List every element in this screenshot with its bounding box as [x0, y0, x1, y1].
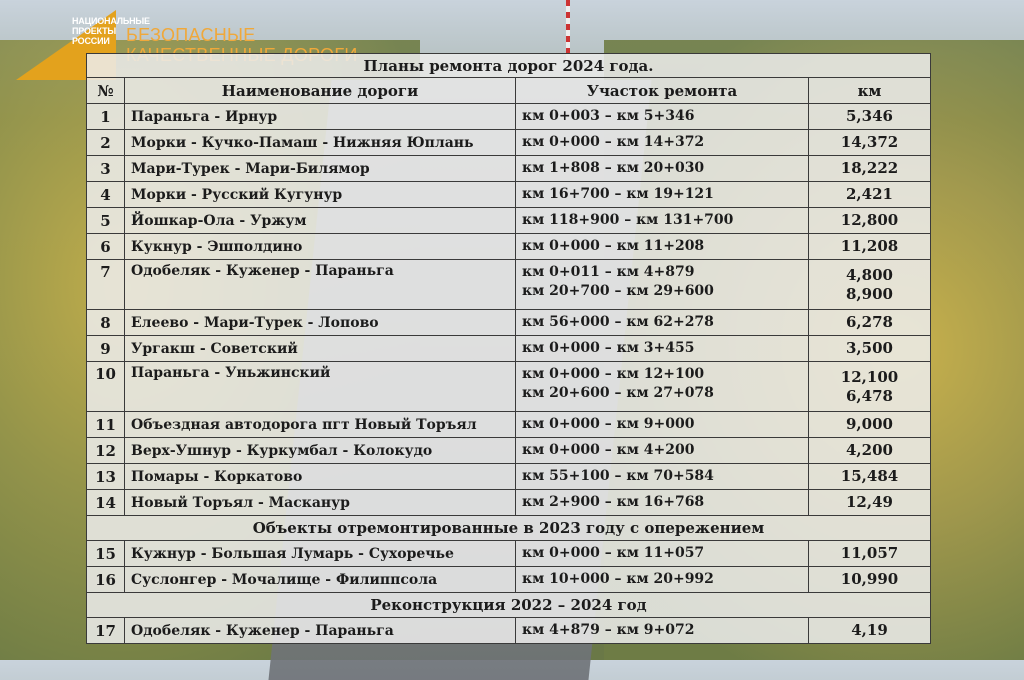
logo-mark-line: НАЦИОНАЛЬНЫЕ — [72, 16, 150, 26]
repair-section-line: км 1+808 – км 20+030 — [522, 160, 705, 176]
repair-section-line: км 0+011 – км 4+879 — [522, 264, 695, 280]
repair-section-line: км 0+003 – км 5+346 — [522, 108, 695, 124]
length-km — [809, 234, 931, 260]
repair-section — [516, 464, 809, 490]
repair-section-line: км 4+879 – км 9+072 — [522, 622, 695, 638]
section-title: Объекты отремонтированные в 2023 году с опережением — [87, 516, 931, 541]
length-km — [809, 208, 931, 234]
repair-section-line: км 0+000 – км 11+208 — [522, 238, 705, 254]
length-km-value: 4,800 — [846, 265, 893, 284]
repair-section-line: км 0+000 – км 9+000 — [522, 416, 695, 432]
repair-section — [516, 310, 809, 336]
row-number: 1 — [87, 104, 125, 130]
logo-mark-line: РОССИИ — [72, 36, 110, 46]
repair-section-line: км 0+000 – км 3+455 — [522, 340, 695, 356]
header-km: км — [809, 78, 931, 104]
section-title: Реконструкция 2022 – 2024 год — [87, 593, 931, 618]
table-row — [87, 260, 931, 310]
repair-section — [516, 618, 809, 644]
length-km — [809, 412, 931, 438]
repair-section-line: км 0+000 – км 12+100 — [522, 366, 705, 382]
header-num: № — [87, 78, 125, 104]
repair-section-line: км 0+000 – км 4+200 — [522, 442, 695, 458]
row-number: 10 — [87, 362, 125, 412]
length-km — [809, 464, 931, 490]
road-name: Морки - Кучко-Памаш - Нижняя Юплань — [125, 130, 516, 156]
repair-section-line: км 16+700 – км 19+121 — [522, 186, 714, 202]
table-row — [87, 182, 931, 208]
repair-section — [516, 438, 809, 464]
length-km-value: 12,100 — [840, 367, 899, 386]
table-row — [87, 156, 931, 182]
road-name: Параньга - Ирнур — [125, 104, 516, 130]
table-title: Планы ремонта дорог 2024 года. — [87, 54, 931, 78]
road-name: Йошкар-Ола - Уржум — [125, 208, 516, 234]
repair-section — [516, 208, 809, 234]
background-tower — [566, 0, 570, 60]
repair-section-line: км 2+900 – км 16+768 — [522, 494, 705, 510]
table-row — [87, 438, 931, 464]
length-km-value: 4,19 — [851, 621, 888, 639]
repair-section-line: км 118+900 – км 131+700 — [522, 212, 734, 228]
repair-section — [516, 104, 809, 130]
road-name: Одобеляк - Куженер - Параньга — [125, 618, 516, 644]
length-km-value: 6,278 — [846, 313, 893, 331]
length-km-value: 18,222 — [840, 159, 899, 177]
repair-section — [516, 182, 809, 208]
length-km-value: 5,346 — [846, 107, 893, 125]
length-km-value: 4,200 — [846, 441, 893, 459]
repair-section-line: км 20+600 – км 27+078 — [522, 385, 714, 401]
length-km — [809, 156, 931, 182]
length-km-value: 15,484 — [840, 467, 899, 485]
table-row — [87, 234, 931, 260]
logo-mark-text — [72, 16, 150, 46]
table-row — [87, 208, 931, 234]
length-km-value: 9,000 — [846, 415, 893, 433]
repair-section — [516, 234, 809, 260]
length-km — [809, 567, 931, 593]
table-row — [87, 412, 931, 438]
repair-section-line: км 55+100 – км 70+584 — [522, 468, 714, 484]
table-row — [87, 490, 931, 516]
length-km-value: 11,208 — [840, 237, 899, 255]
road-name: Верх-Ушнур - Куркумбал - Колокудо — [125, 438, 516, 464]
repair-section — [516, 130, 809, 156]
table-row — [87, 541, 931, 567]
logo-title-line1: БЕЗОПАСНЫЕ — [126, 25, 256, 45]
repair-section — [516, 362, 809, 412]
length-km — [809, 130, 931, 156]
repair-section — [516, 567, 809, 593]
length-km-value: 2,421 — [846, 185, 893, 203]
row-number: 13 — [87, 464, 125, 490]
row-number: 9 — [87, 336, 125, 362]
road-name: Кужнур - Большая Лумарь - Сухоречье — [125, 541, 516, 567]
row-number: 15 — [87, 541, 125, 567]
table-row — [87, 618, 931, 644]
table-row — [87, 104, 931, 130]
row-number: 6 — [87, 234, 125, 260]
logo-mark-line: ПРОЕКТЫ — [72, 26, 116, 36]
length-km-value: 3,500 — [846, 339, 893, 357]
length-km-value: 12,49 — [846, 493, 893, 511]
table-row — [87, 464, 931, 490]
road-name: Ургакш - Советский — [125, 336, 516, 362]
row-number: 8 — [87, 310, 125, 336]
table-section-row — [87, 593, 931, 618]
table-row — [87, 310, 931, 336]
length-km — [809, 336, 931, 362]
length-km — [809, 490, 931, 516]
length-km-value: 12,800 — [840, 211, 899, 229]
repair-section — [516, 156, 809, 182]
table-section-row — [87, 516, 931, 541]
road-name: Мари-Турек - Мари-Билямор — [125, 156, 516, 182]
table-row — [87, 130, 931, 156]
length-km-value: 6,478 — [846, 386, 893, 405]
road-name: Суслонгер - Мочалище - Филиппсола — [125, 567, 516, 593]
table-row — [87, 336, 931, 362]
road-name: Объездная автодорога пгт Новый Торъял — [125, 412, 516, 438]
road-name: Помары - Коркатово — [125, 464, 516, 490]
row-number: 14 — [87, 490, 125, 516]
repair-section-line: км 0+000 – км 11+057 — [522, 545, 705, 561]
length-km — [809, 438, 931, 464]
length-km — [809, 104, 931, 130]
length-km — [809, 541, 931, 567]
repair-section — [516, 490, 809, 516]
length-km-value: 10,990 — [840, 570, 899, 588]
road-repair-table-wrapper — [86, 53, 931, 644]
length-km — [809, 310, 931, 336]
row-number: 7 — [87, 260, 125, 310]
repair-section-line: км 56+000 – км 62+278 — [522, 314, 714, 330]
length-km — [809, 260, 931, 310]
row-number: 11 — [87, 412, 125, 438]
length-km-value: 11,057 — [840, 544, 899, 562]
repair-section-line: км 20+700 – км 29+600 — [522, 283, 714, 299]
length-km — [809, 362, 931, 412]
road-name: Одобеляк - Куженер - Параньга — [125, 260, 516, 310]
road-name: Морки - Русский Кугунур — [125, 182, 516, 208]
table-title-row — [87, 54, 931, 78]
length-km — [809, 182, 931, 208]
length-km-value: 8,900 — [846, 284, 893, 303]
table-row — [87, 362, 931, 412]
table-row — [87, 567, 931, 593]
road-name: Новый Торъял - Масканур — [125, 490, 516, 516]
repair-section — [516, 412, 809, 438]
road-name: Елеево - Мари-Турек - Лопово — [125, 310, 516, 336]
header-name: Наименование дороги — [125, 78, 516, 104]
repair-section — [516, 541, 809, 567]
road-name: Кукнур - Эшполдино — [125, 234, 516, 260]
header-section: Участок ремонта — [516, 78, 809, 104]
row-number: 12 — [87, 438, 125, 464]
repair-section — [516, 260, 809, 310]
road-name: Параньга - Уньжинский — [125, 362, 516, 412]
row-number: 17 — [87, 618, 125, 644]
row-number: 5 — [87, 208, 125, 234]
repair-section-line: км 0+000 – км 14+372 — [522, 134, 705, 150]
row-number: 3 — [87, 156, 125, 182]
row-number: 2 — [87, 130, 125, 156]
length-km-value: 14,372 — [840, 133, 899, 151]
table-header-row — [87, 78, 931, 104]
repair-section — [516, 336, 809, 362]
row-number: 4 — [87, 182, 125, 208]
length-km — [809, 618, 931, 644]
row-number: 16 — [87, 567, 125, 593]
road-repair-table — [86, 53, 931, 644]
repair-section-line: км 10+000 – км 20+992 — [522, 571, 714, 587]
